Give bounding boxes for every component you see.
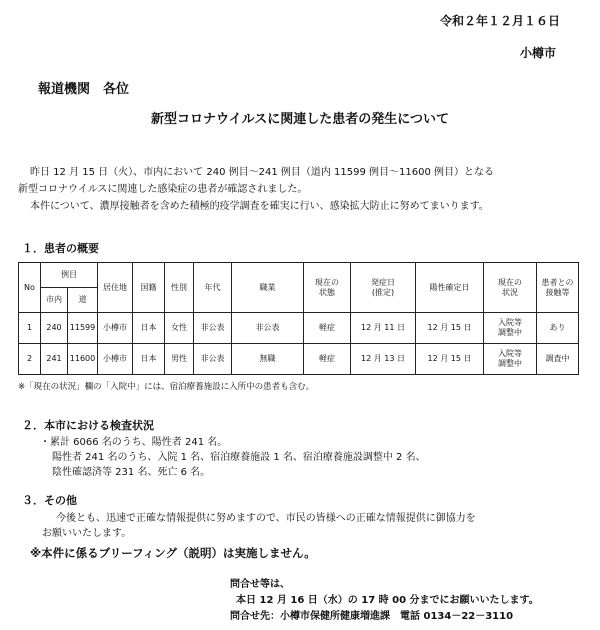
cell-contact: 調査中: [537, 344, 579, 375]
cell-age: 非公表: [194, 344, 232, 375]
intro-line-2: 新型コロナウイルスに関連した感染症の患者が確認されました。: [18, 184, 308, 195]
issuer-city: 小樽市: [519, 46, 556, 60]
cell-residence: 小樽市: [98, 344, 133, 375]
cell-status-line-1: 入院等: [498, 318, 522, 327]
briefing-notice: ※本件に係るブリーフィング（説明）は実施しません。: [30, 546, 316, 560]
col-city-num: 市内: [41, 288, 68, 313]
col-condition: [304, 263, 351, 313]
cell-onset: 12 月 11 日: [351, 313, 416, 344]
cell-status: [484, 344, 537, 375]
col-confirmed: 陽性確定日: [416, 263, 484, 313]
other-line-1: 今後とも、迅速で正確な情報提供に努めますので、市民の皆様への正確な情報提供に御協力を: [56, 513, 476, 524]
col-residence: 居住地: [98, 263, 133, 313]
cell-residence: 小樽市: [98, 313, 133, 344]
cell-city-num: 240: [41, 313, 68, 344]
section-3-heading: ３．その他: [22, 494, 77, 507]
col-onset: [351, 263, 416, 313]
cell-no: 1: [19, 313, 41, 344]
table-row: [19, 344, 579, 375]
cell-pref-num: 11599: [68, 313, 98, 344]
patient-table: [18, 262, 579, 375]
cell-status: [484, 313, 537, 344]
cell-condition: 軽症: [304, 313, 351, 344]
document-title: 新型コロナウイルスに関連した患者の発生について: [151, 112, 449, 127]
cell-status-line-2: 調整中: [498, 359, 522, 368]
cell-pref-num: 11600: [68, 344, 98, 375]
cell-nationality: 日本: [133, 344, 165, 375]
table-footnote: ※「現在の状況」欄の「入院中」には、宿泊療養施設に入所中の患者も含む。: [18, 382, 315, 392]
cell-contact: あり: [537, 313, 579, 344]
intro-line-3: 本件について、濃厚接触者を含めた積極的疫学調査を確実に行い、感染拡大防止に努めてまいります。: [30, 201, 489, 212]
col-sex: 性別: [165, 263, 194, 313]
col-pref-num: 道: [68, 288, 98, 313]
col-contact-line-1: 患者との: [541, 277, 574, 287]
col-condition-line-1: 現在の: [315, 277, 339, 287]
col-condition-line-2: 状態: [319, 287, 335, 297]
cell-occupation: 無職: [232, 344, 304, 375]
cell-sex: 男性: [165, 344, 194, 375]
section-1-heading: １．患者の概要: [22, 242, 99, 255]
col-onset-line-2: (推定): [371, 287, 395, 297]
col-status-line-1: 現在の: [498, 277, 522, 287]
cell-status-line-1: 入院等: [498, 349, 522, 358]
cell-confirmed: 12 月 15 日: [416, 313, 484, 344]
contact-line-1: 問合せ等は、: [230, 579, 290, 590]
cell-condition: 軽症: [304, 344, 351, 375]
cell-age: 非公表: [194, 313, 232, 344]
test-summary-line-3: 陰性確認済等 231 名、死亡 6 名。: [52, 467, 211, 478]
cell-onset: 12 月 13 日: [351, 344, 416, 375]
cell-sex: 女性: [165, 313, 194, 344]
test-summary-line-2: 陽性者 241 名のうち、入院 1 名、宿泊療養施設 1 名、宿泊療養施設調整中 2 名、: [52, 452, 426, 463]
section-2-heading: ２．本市における検査状況: [22, 419, 154, 432]
col-occupation: 職業: [232, 263, 304, 313]
cell-city-num: 241: [41, 344, 68, 375]
cell-occupation: 非公表: [232, 313, 304, 344]
contact-line-2: 本日 12 月 16 日（水）の 17 時 00 分までにお願いいたします。: [236, 595, 539, 606]
col-no: No: [19, 263, 41, 313]
cell-status-line-2: 調整中: [498, 328, 522, 337]
col-contact-line-2: 接触等: [545, 287, 570, 297]
addressee: 報道機関 各位: [38, 82, 130, 97]
col-contact: [537, 263, 579, 313]
col-onset-line-1: 発症日: [371, 277, 395, 287]
table-header-row: [19, 263, 579, 288]
table-row: [19, 313, 579, 344]
cell-nationality: 日本: [133, 313, 165, 344]
contact-line-3: 問合せ先：小樽市保健所健康増進課 電話 0134－22－3110: [230, 611, 514, 622]
test-summary-line-1: ・累計 6066 名のうち、陽性者 241 名。: [40, 437, 228, 448]
other-line-2: お願いいたします。: [42, 528, 132, 539]
cell-confirmed: 12 月 15 日: [416, 344, 484, 375]
col-status: [484, 263, 537, 313]
document-date: 令和２年１２月１６日: [439, 14, 560, 28]
intro-line-1: 昨日 12 月 15 日（火）、市内において 240 例目～241 例目（道内 11599 例目～11600 例目）となる: [30, 167, 495, 178]
col-age: 年代: [194, 263, 232, 313]
col-nationality: 国籍: [133, 263, 165, 313]
col-case: 例目: [41, 263, 98, 288]
col-status-line-2: 状況: [502, 287, 518, 297]
cell-no: 2: [19, 344, 41, 375]
